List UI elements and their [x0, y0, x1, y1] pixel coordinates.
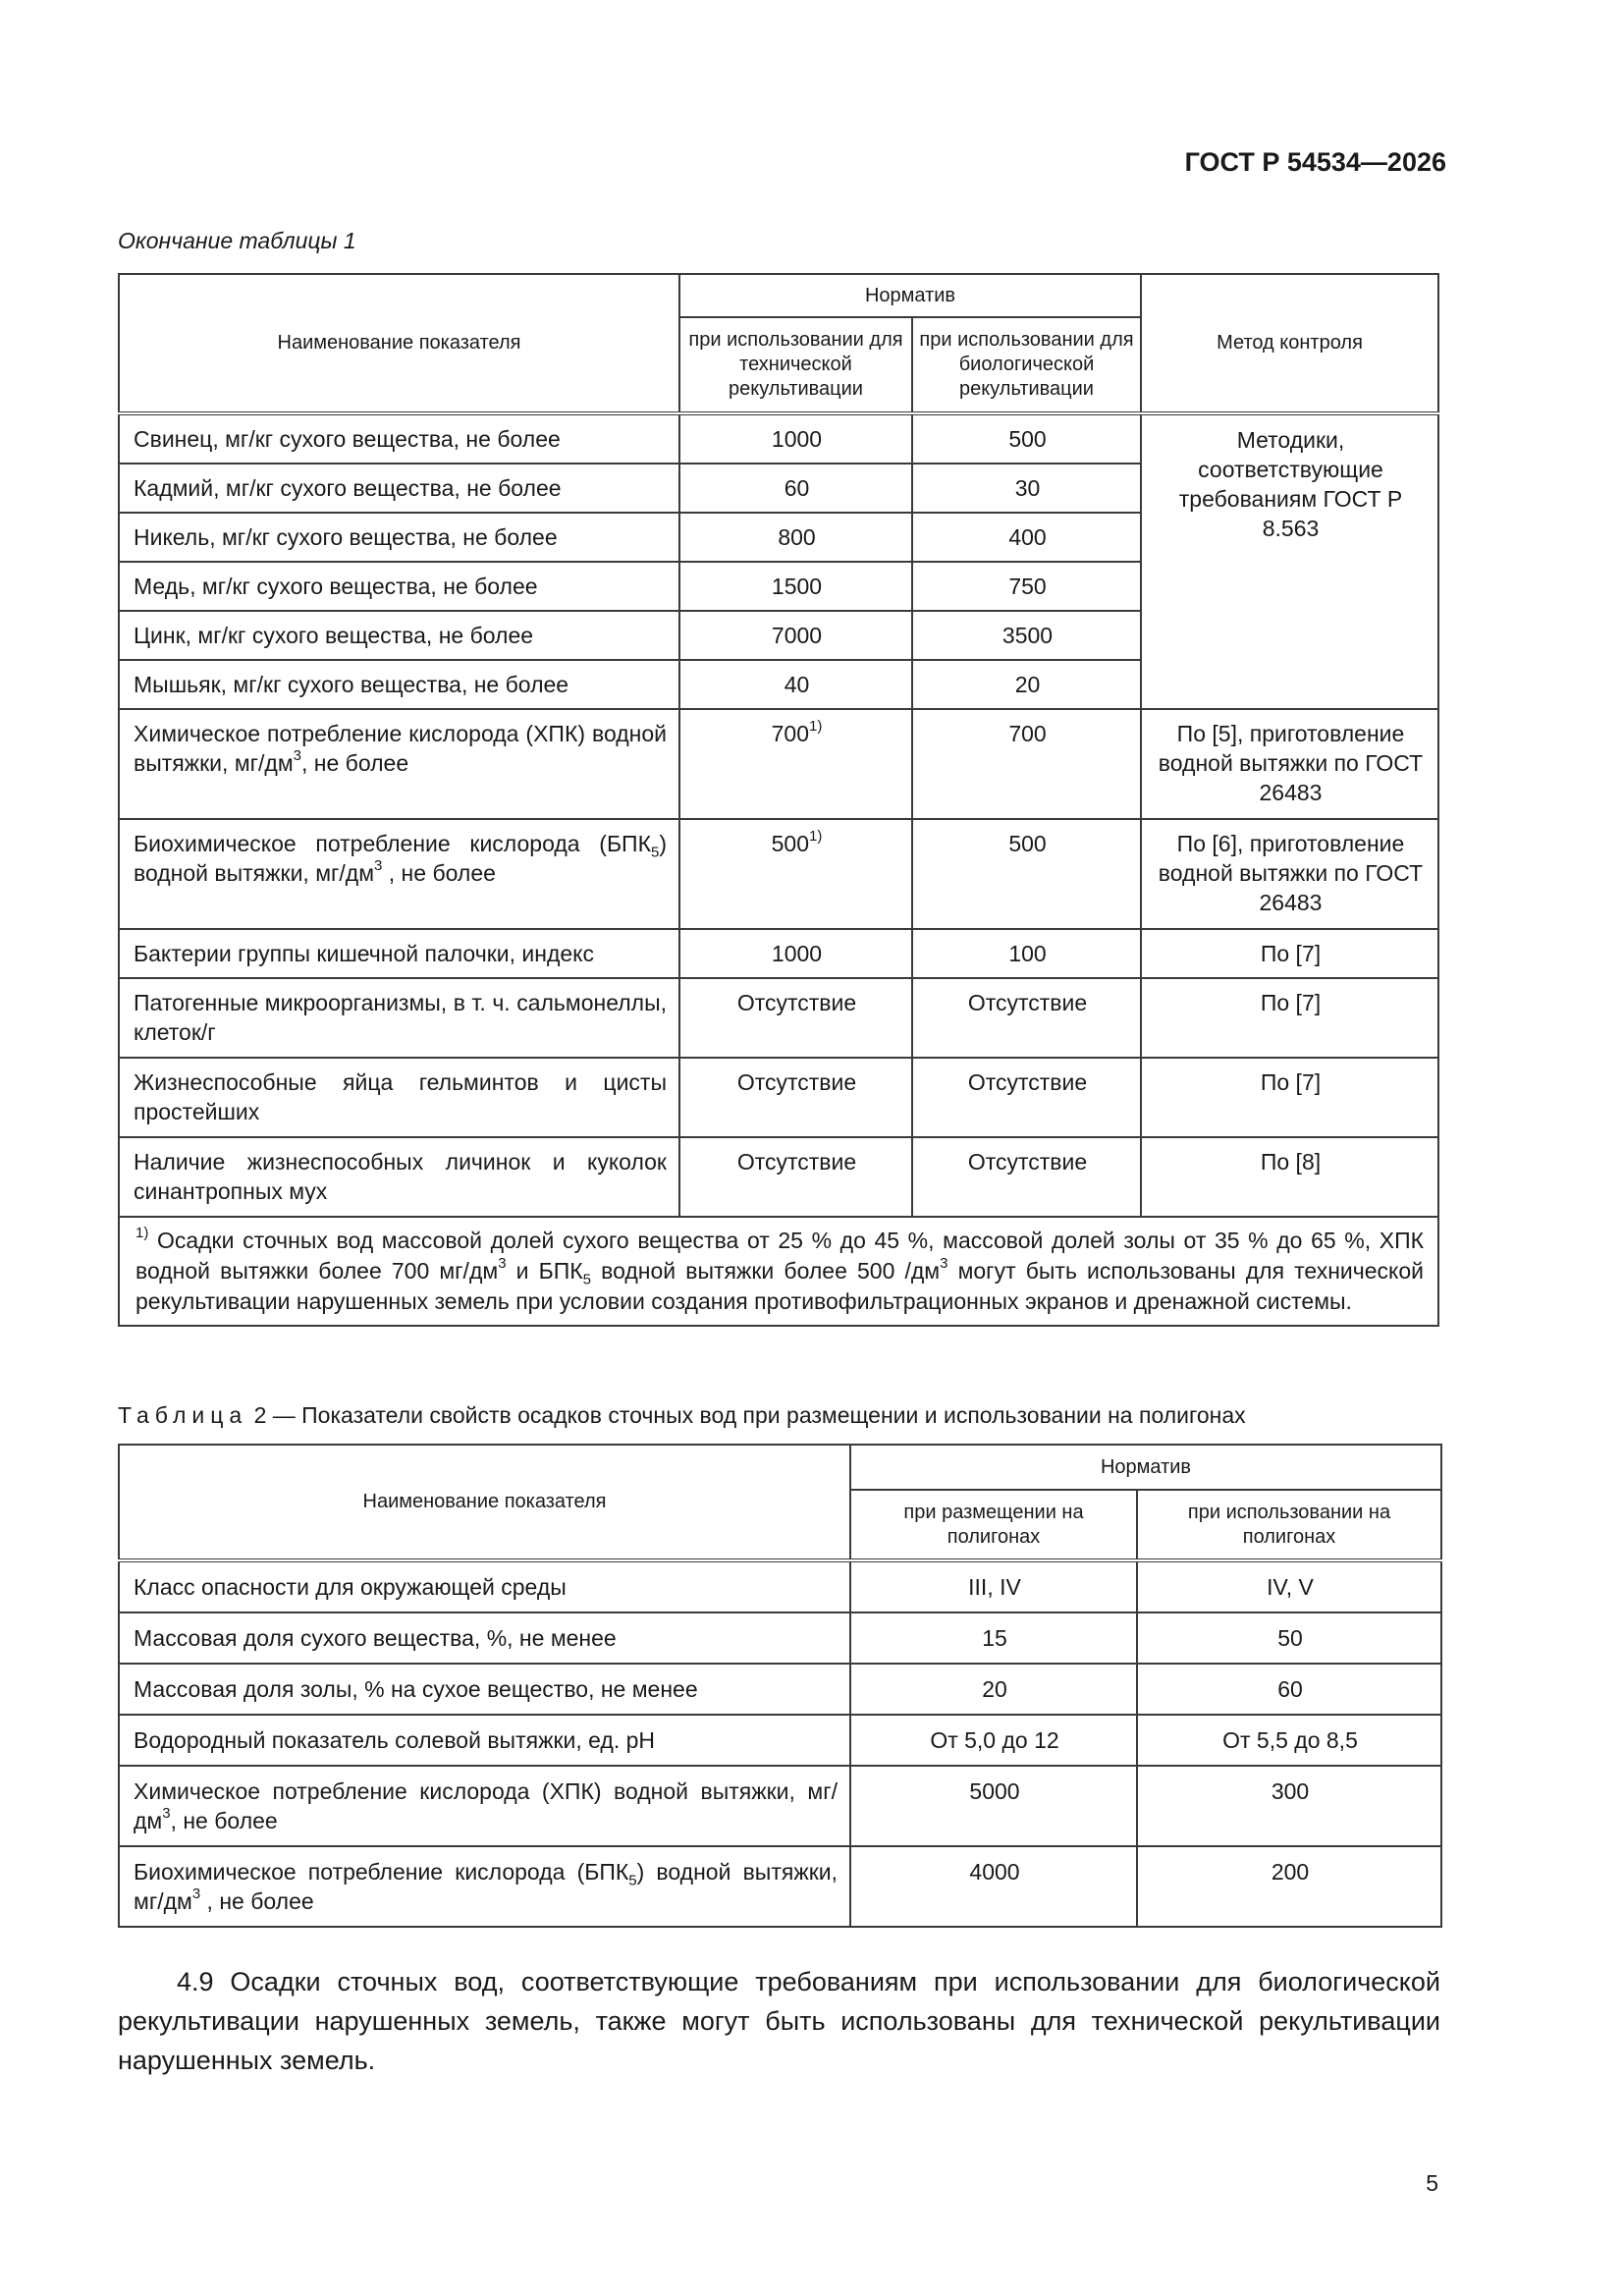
row-name: Патогенные микроорганизмы, в т. ч. сальмонеллы, клеток/г	[119, 978, 679, 1058]
row-placement-value: 4000	[850, 1846, 1137, 1927]
table1-caption: Окончание таблицы 1	[118, 228, 356, 253]
table-row	[119, 1664, 1441, 1715]
row-tech-value	[679, 819, 912, 929]
table2	[118, 1444, 1442, 1928]
row-bio-value: 30	[912, 464, 1141, 513]
metals-method: Методики, соответствующие требованиям ГОСТ Р 8.563	[1141, 413, 1438, 709]
row-name: Наличие жизнеспособных личинок и куколок синантропных мух	[119, 1137, 679, 1217]
row-name-text: Химическое потребление кислорода (ХПК) водной вытяжки, мг/дм	[134, 721, 667, 776]
row-tech-value: Отсутствие	[679, 1058, 912, 1137]
row-name-text: Биохимическое потребление кислорода (БПК	[134, 1859, 629, 1885]
row-name-text: , не более	[382, 860, 496, 886]
table1-header-bio: при использовании для биологической рекультивации	[912, 317, 1141, 413]
row-bio-value: Отсутствие	[912, 1058, 1141, 1137]
table2-header-normative: Норматив	[850, 1445, 1441, 1490]
table-row	[119, 929, 1438, 978]
row-name-text: ) водной вытяжки, мг/дм	[134, 1859, 839, 1914]
table-row	[119, 1715, 1441, 1766]
row-method: По [7]	[1141, 929, 1438, 978]
row-bio-value: 750	[912, 562, 1141, 611]
value-text: 700	[771, 721, 810, 746]
row-name: Никель, мг/кг сухого вещества, не более	[119, 513, 679, 562]
document-code: ГОСТ Р 54534—2026	[1184, 147, 1446, 177]
footnote-text: Осадки сточных вод массовой долей сухого вещества от 25 % до 45 %, массовой долей золы от 35 % до 65 %, ХПК водной вытяжки более 700 мг/дм	[135, 1228, 1424, 1284]
value-text: 500	[771, 831, 810, 856]
superscript: 3	[374, 857, 383, 875]
row-name: Класс опасности для окружающей среды	[119, 1560, 850, 1613]
row-method: По [7]	[1141, 978, 1438, 1058]
row-name: Бактерии группы кишечной палочки, индекс	[119, 929, 679, 978]
row-tech-value: 1500	[679, 562, 912, 611]
row-use-value: 200	[1137, 1846, 1441, 1927]
subscript: 5	[582, 1271, 591, 1288]
row-name: Массовая доля золы, % на сухое вещество, не менее	[119, 1664, 850, 1715]
row-use-value: 300	[1137, 1766, 1441, 1846]
table2-caption	[118, 1402, 1246, 1429]
row-bio-value: Отсутствие	[912, 978, 1141, 1058]
table-row	[119, 1058, 1438, 1137]
row-placement-value: От 5,0 до 12	[850, 1715, 1137, 1766]
row-name-text: Химическое потребление кислорода (ХПК) водной вытяжки, мг/дм	[134, 1778, 838, 1833]
table2-header-use: при использовании на полигонах	[1137, 1490, 1441, 1560]
row-tech-value	[679, 709, 912, 819]
row-name	[119, 709, 679, 819]
footnote-ref: 1)	[809, 828, 823, 846]
table1-header-normative: Норматив	[679, 274, 1141, 317]
row-name	[119, 1846, 850, 1927]
row-name	[119, 819, 679, 929]
row-bio-value: Отсутствие	[912, 1137, 1141, 1217]
row-name: Свинец, мг/кг сухого вещества, не более	[119, 413, 679, 464]
row-name-text: , не более	[170, 1808, 278, 1833]
row-name-text: Биохимическое потребление кислорода (БПК	[134, 831, 651, 856]
footnote-ref: 1)	[809, 718, 823, 736]
superscript: 3	[498, 1255, 507, 1273]
row-use-value: От 5,5 до 8,5	[1137, 1715, 1441, 1766]
table-row	[119, 413, 1438, 464]
superscript: 3	[940, 1255, 948, 1273]
superscript: 3	[191, 1886, 201, 1903]
table-row	[119, 1137, 1438, 1217]
row-bio-value: 3500	[912, 611, 1141, 660]
table-row	[119, 1766, 1441, 1846]
footnote-text: могут быть использованы для технической рекультивации нарушенных земель при условии создания противофильтрационных экранов и дренажной системы.	[135, 1258, 1424, 1314]
row-use-value: 60	[1137, 1664, 1441, 1715]
row-tech-value: 800	[679, 513, 912, 562]
row-use-value: IV, V	[1137, 1560, 1441, 1613]
table2-caption-label: Таблица	[118, 1402, 248, 1428]
table-row	[119, 819, 1438, 929]
superscript: 3	[293, 747, 301, 765]
row-tech-value: Отсутствие	[679, 978, 912, 1058]
row-tech-value: Отсутствие	[679, 1137, 912, 1217]
row-placement-value: 15	[850, 1613, 1137, 1664]
row-name-text: ) водной вытяжки, мг/дм	[134, 831, 667, 886]
row-method: По [5], приготовление водной вытяжки по ГОСТ 26483	[1141, 709, 1438, 819]
row-placement-value: 5000	[850, 1766, 1137, 1846]
table-row	[119, 709, 1438, 819]
row-tech-value: 7000	[679, 611, 912, 660]
table-row	[119, 1846, 1441, 1927]
table1-header-method: Метод контроля	[1141, 274, 1438, 413]
row-bio-value: 20	[912, 660, 1141, 709]
row-name: Мышьяк, мг/кг сухого вещества, не более	[119, 660, 679, 709]
subscript: 5	[650, 844, 660, 861]
row-tech-value: 40	[679, 660, 912, 709]
row-name-text: , не более	[300, 750, 409, 776]
table-footnote-row	[119, 1217, 1438, 1326]
footnote-mark: 1)	[135, 1225, 149, 1242]
footnote-text: водной вытяжки более 500 /дм	[591, 1258, 941, 1284]
table1-header-tech: при использовании для технической рекультивации	[679, 317, 912, 413]
table1	[118, 273, 1439, 1327]
row-name	[119, 1766, 850, 1846]
page-number: 5	[1426, 2170, 1438, 2196]
table-row	[119, 1560, 1441, 1613]
row-bio-value: 500	[912, 819, 1141, 929]
row-method: По [6], приготовление водной вытяжки по ГОСТ 26483	[1141, 819, 1438, 929]
row-bio-value: 100	[912, 929, 1141, 978]
row-name-text: , не более	[200, 1888, 314, 1914]
row-name: Кадмий, мг/кг сухого вещества, не более	[119, 464, 679, 513]
table2-header-placement: при размещении на полигонах	[850, 1490, 1137, 1560]
table2-caption-text: 2 — Показатели свойств осадков сточных вод при размещении и использовании на полигонах	[247, 1402, 1246, 1428]
row-name: Водородный показатель солевой вытяжки, ед. pH	[119, 1715, 850, 1766]
row-method: По [7]	[1141, 1058, 1438, 1137]
superscript: 3	[162, 1805, 171, 1823]
paragraph-4-9: 4.9 Осадки сточных вод, соответствующие требованиям при использовании для биологической рекультивации нарушенных земель, также могут быть использованы для технической рекультивации нарушенных земель.	[118, 1967, 1440, 2075]
row-name: Медь, мг/кг сухого вещества, не более	[119, 562, 679, 611]
row-method: По [8]	[1141, 1137, 1438, 1217]
row-bio-value: 700	[912, 709, 1141, 819]
row-tech-value: 1000	[679, 413, 912, 464]
table1-footnote	[119, 1217, 1438, 1326]
table-row	[119, 1613, 1441, 1664]
table2-header-name: Наименование показателя	[119, 1445, 850, 1560]
row-use-value: 50	[1137, 1613, 1441, 1664]
footnote-text: и БПК	[506, 1258, 583, 1284]
row-bio-value: 500	[912, 413, 1141, 464]
row-placement-value: III, IV	[850, 1560, 1137, 1613]
row-name: Жизнеспособные яйца гельминтов и цисты простейших	[119, 1058, 679, 1137]
row-placement-value: 20	[850, 1664, 1137, 1715]
row-tech-value: 1000	[679, 929, 912, 978]
row-name: Цинк, мг/кг сухого вещества, не более	[119, 611, 679, 660]
subscript: 5	[628, 1872, 637, 1889]
row-name: Массовая доля сухого вещества, %, не менее	[119, 1613, 850, 1664]
table1-header-name: Наименование показателя	[119, 274, 679, 413]
row-bio-value: 400	[912, 513, 1141, 562]
row-tech-value: 60	[679, 464, 912, 513]
table-row	[119, 978, 1438, 1058]
